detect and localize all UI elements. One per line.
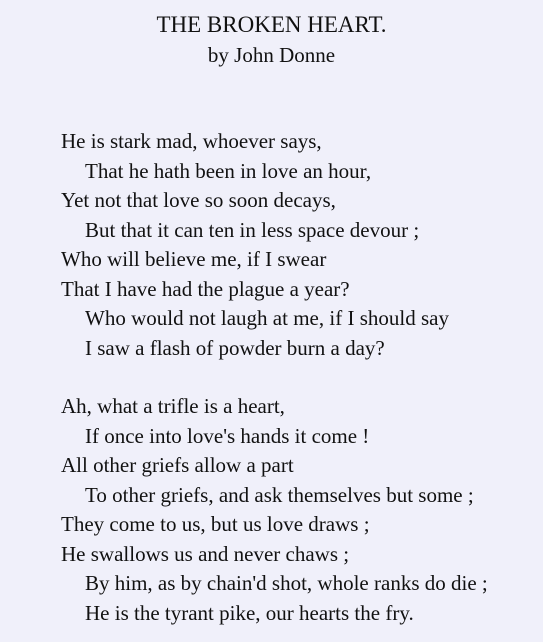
poem-line: But that it can ten in less space devour ;: [85, 217, 420, 242]
poem-line: He is stark mad, whoever says,: [61, 129, 322, 153]
stanza-2: [61, 392, 543, 628]
poem-line: Ah, what a trifle is a heart,: [61, 394, 285, 418]
poem-line: I saw a flash of powder burn a day?: [85, 335, 385, 360]
poem-line: To other griefs, and ask themselves but some ;: [85, 482, 474, 507]
poem-line: Yet not that love so soon decays,: [61, 188, 336, 212]
poem-line: By him, as by chain'd shot, whole ranks do die ;: [85, 571, 488, 595]
poem-line: Who would not laugh at me, if I should say: [85, 306, 449, 330]
poem-line: All other griefs allow a part: [61, 453, 294, 477]
poem-byline: by John Donne: [207, 43, 336, 67]
poem-line: They come to us, but us love draws ;: [61, 512, 370, 536]
poem-line: That he hath been in love an hour,: [85, 158, 372, 183]
poem-line: Who will believe me, if I swear: [61, 247, 327, 271]
poem-line: If once into love's hands it come !: [85, 423, 370, 448]
poem-line: He swallows us and never chaws ;: [61, 541, 350, 566]
poem-line: He is the tyrant pike, our hearts the fry.: [85, 600, 414, 625]
poem-line: That I have had the plague a year?: [61, 276, 350, 301]
stanza-1: [61, 127, 543, 363]
poem-title: THE BROKEN HEART.: [156, 12, 387, 37]
